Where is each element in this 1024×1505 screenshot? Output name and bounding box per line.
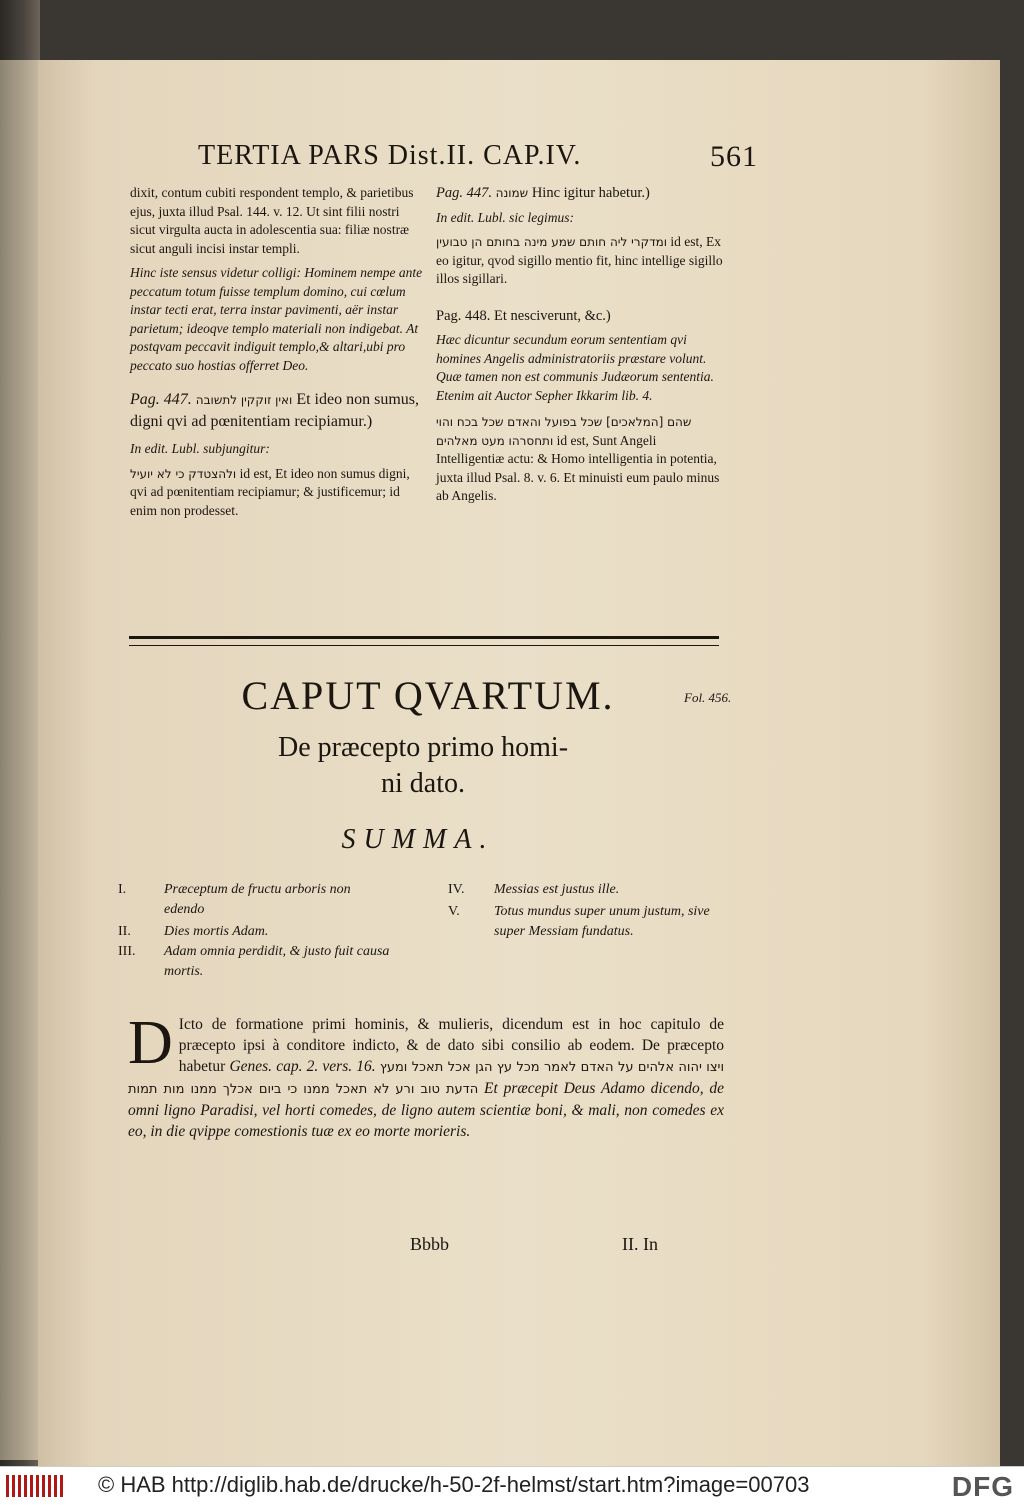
summa-item-text: Dies mortis Adam.	[164, 924, 269, 939]
summa-list	[118, 880, 738, 990]
left-column	[130, 184, 424, 526]
scanned-page	[38, 60, 1000, 1466]
left-p4-text: id est, Et ideo non sumus digni, qvi ad pœnitentiam recipiamur; & justificemur; id enim non prodesset.	[130, 465, 410, 518]
main-text-part-1: Icto de formatione primi hominis, & mulieris, dicendum est in hoc capitulo de præcepto ipsi à conditore indicto, & de dato sibi consilio ab eodem. De præcepto habetur	[178, 1016, 724, 1075]
header-title: TERTIA PARS Dist.II. CAP.IV.	[198, 140, 582, 171]
left-p3-hebrew: ואין זוקקין לתשובה	[195, 393, 293, 407]
subtitle-line-2: ni dato.	[381, 768, 465, 799]
left-p4	[130, 465, 424, 521]
left-p3-ref: Pag. 447.	[130, 391, 192, 408]
left-p4-intro: In edit. Lubl. subjungitur:	[130, 441, 270, 456]
summa-item-number: III.	[118, 944, 136, 959]
right-p4-hebrew: שהם [המלאכים] שכל בפועל והאדם שכל בכח והוי ותחסרהו מעט מאלהים	[436, 415, 692, 448]
right-p1-hebrew: שמונה	[495, 186, 529, 200]
summa-item	[448, 902, 738, 964]
right-p1-text: Hinc igitur habetur.)	[531, 185, 650, 201]
signature-mark: Bbbb	[410, 1234, 450, 1254]
summa-item-number: I.	[118, 882, 127, 897]
summa-item	[448, 880, 738, 900]
catchword: II. In	[622, 1234, 658, 1254]
left-p2: Hinc iste sensus videtur colligi: Hominem nempe ante peccatum totum fuisse templum domino, cui cœlum instar tecti erat, terra instar pavimenti, aër instar parietum; ideoqve templo materiali non indigebat. At postqvam peccavit indiguit templo,& altari,ubi pro peccato suo hostias offerret Deo.	[130, 265, 423, 373]
summa-item	[118, 922, 418, 942]
right-p1-ref: Pag. 447.	[436, 185, 492, 201]
main-text-part-2: Et præcepit Deus Adamo dicendo, de omni ligno Paradisi, vel horti comedes, de ligno autem scientiæ boni, & mali, non comedes ex eo, in die qvippe comestionis tuæ ex eo morte morieris.	[128, 1080, 724, 1140]
summa-item-text: Adam omnia perdidit, & justo fuit causa mortis.	[164, 944, 390, 979]
drop-cap: D	[128, 1009, 173, 1077]
subtitle-line-1: De præcepto primo homi-	[277, 732, 569, 763]
right-p2	[436, 233, 726, 289]
running-header	[198, 140, 758, 174]
previous-page-edge	[0, 60, 40, 1460]
section-divider	[129, 636, 719, 646]
summa-item	[118, 880, 418, 920]
dfg-logo: DFG	[951, 1471, 1014, 1502]
hab-logo-icon	[6, 1475, 66, 1497]
footer-bar	[0, 1466, 1024, 1505]
copyright-link[interactable]: © HAB http://diglib.hab.de/drucke/h-50-2f-helmst/start.htm?image=00703	[98, 1472, 810, 1497]
right-column	[436, 184, 726, 512]
summa-item-text: Messias est justus ille.	[494, 882, 620, 897]
page-number: 561	[710, 140, 758, 173]
left-p3	[130, 389, 424, 432]
right-p3: Hæc dicuntur secundum eorum sententiam qvi homines Angelis administratoriis præstare volunt. Quæ tamen non est communis Judæorum sententia. Etenim ait Auctor Sepher Ikkarim lib. 4.	[436, 332, 714, 403]
main-text	[128, 1009, 724, 1142]
right-p3-ref: Pag. 448. Et nesciverunt, &c.)	[436, 307, 611, 324]
left-p1: dixit, contum cubiti respondent templo, & parietibus ejus, juxta illud Psal. 144. v. 12. Ut sint filii nostri sicut virgulta aucta in adolescentia sua: filiæ nostræ sicut anguli incisi instar templi.	[130, 185, 414, 256]
summa-item	[118, 942, 418, 982]
main-hebrew: ויצו יהוה אלהים על האדם לאמר מכל עץ הגן אכל תאכל ומעץ הדעת טוב ורע לא תאכל ממנו כי ביום אכלך ממנו מות תמות	[128, 1060, 724, 1097]
left-p4-hebrew: ולהצטדק כי לא יועיל	[130, 466, 237, 481]
right-p2-text: id est, Ex eo igitur, qvod sigillo mentio fit, hinc intellige sigillo illos sigillari.	[436, 234, 723, 286]
summa-item-text: Præceptum de fructu arboris non edendo	[164, 882, 351, 917]
chapter-subtitle	[208, 730, 638, 802]
right-p2-hebrew: ומדקרי ליה חותם שמע מינה בחותם הן טבועין	[436, 235, 668, 249]
summa-item-text: Totus mundus super unum justum, sive super Messiam fundatus.	[494, 904, 710, 939]
main-reference: Genes. cap. 2. vers. 16.	[229, 1058, 376, 1075]
right-p4	[436, 413, 726, 506]
chapter-title: CAPUT QVARTUM.	[241, 673, 615, 718]
summa-title: SUMMA.	[341, 824, 495, 855]
margin-reference: Fol. 456.	[684, 690, 732, 705]
right-p1	[436, 184, 726, 203]
summa-item-number: V.	[448, 904, 460, 919]
summa-item-number: II.	[118, 924, 131, 939]
right-p4-text: id est, Sunt Angeli Intelligentiæ actu: & Homo intelligentia in potentia, juxta illud Psal. 8. v. 6. Et minuisti eum paulo minus ab Angelis.	[436, 432, 720, 503]
left-p3-text: Et ideo non sumus, digni qvi ad pœnitentiam recipiamur.)	[130, 391, 419, 430]
summa-item-number: IV.	[448, 882, 465, 897]
right-p2-intro: In edit. Lubl. sic legimus:	[436, 209, 574, 225]
